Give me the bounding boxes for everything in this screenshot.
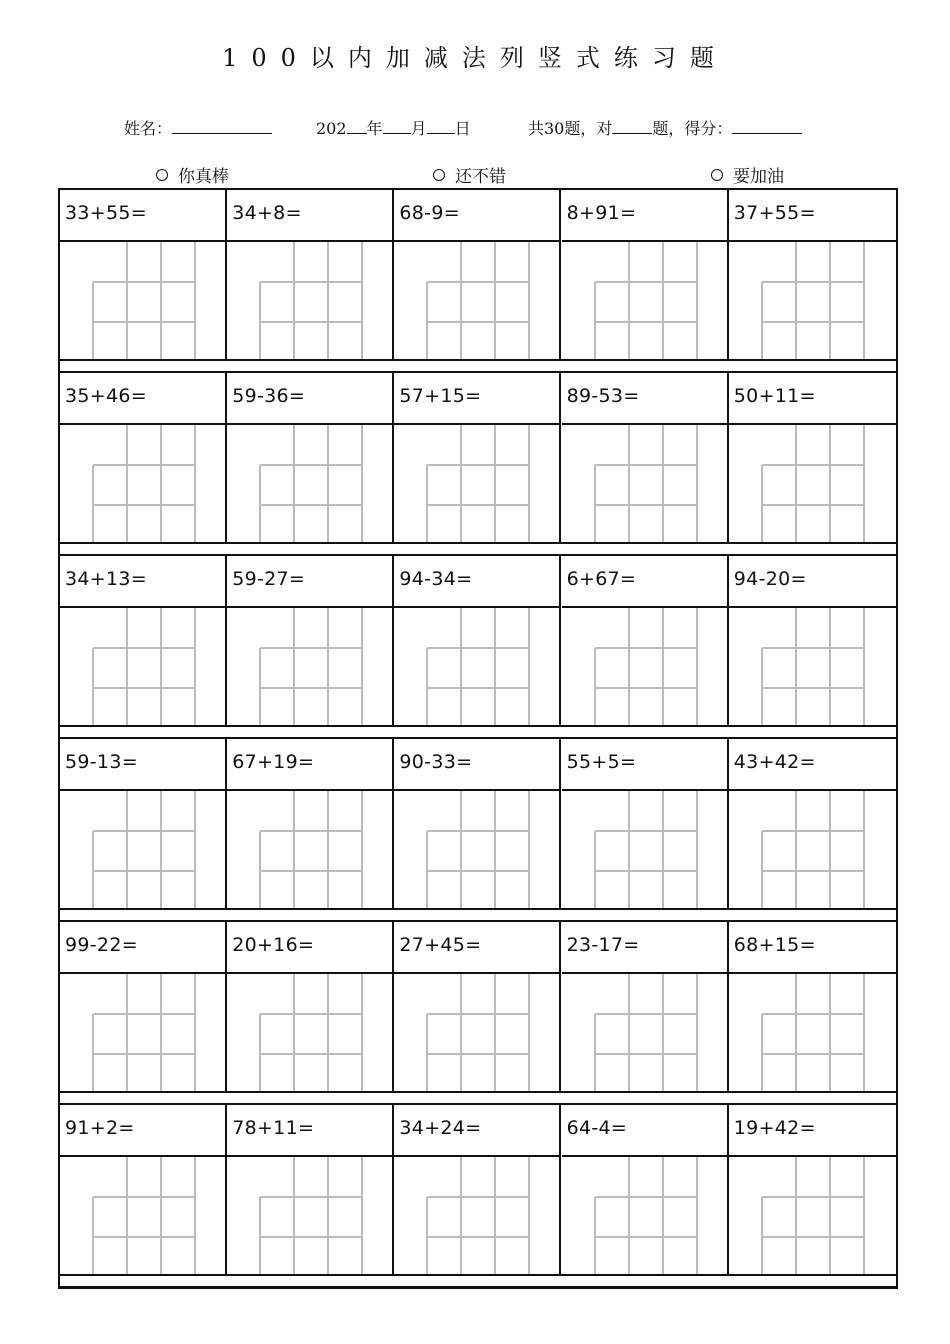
problem-equation: 8+91=	[566, 202, 637, 224]
problem-equation: 68+15=	[733, 934, 816, 956]
vertical-calc-grid	[394, 608, 559, 725]
vertical-calc-grid	[227, 242, 392, 359]
problem-cell	[394, 739, 561, 908]
vertical-calc-grid	[60, 791, 225, 908]
rating-label: 你真棒	[178, 167, 229, 187]
name-label: 姓名：	[124, 119, 173, 138]
year-label: 年	[366, 119, 383, 138]
work-area[interactable]	[227, 791, 392, 908]
vertical-calc-grid	[60, 425, 225, 542]
year-blank[interactable]	[347, 119, 367, 134]
vertical-calc-grid	[562, 608, 727, 725]
vertical-calc-grid	[227, 791, 392, 908]
vertical-calc-grid	[394, 791, 559, 908]
vertical-calc-grid	[394, 1157, 559, 1274]
page-title: 100以内加减法列竖式练习题	[222, 44, 728, 72]
problem-cell	[60, 922, 227, 1091]
vertical-calc-grid	[562, 791, 727, 908]
score-field	[528, 116, 802, 139]
problem-cell	[394, 922, 561, 1091]
row-separator	[60, 542, 896, 556]
problem-equation: 57+15=	[399, 385, 482, 407]
name-field	[124, 116, 272, 139]
vertical-calc-grid	[729, 974, 894, 1091]
month-blank[interactable]	[383, 119, 411, 134]
rating-option-3[interactable]	[711, 162, 784, 187]
year-prefix: 202	[316, 119, 347, 138]
problem-equation: 6+67=	[566, 568, 637, 590]
circle-icon	[711, 169, 723, 181]
problem-cell	[729, 1105, 896, 1274]
work-area[interactable]	[562, 425, 727, 542]
work-area[interactable]	[60, 608, 225, 725]
vertical-calc-grid	[562, 242, 727, 359]
vertical-calc-grid	[60, 608, 225, 725]
rating-option-1[interactable]	[156, 162, 229, 187]
problem-equation: 34+8=	[232, 202, 302, 224]
vertical-calc-grid	[394, 425, 559, 542]
work-area[interactable]	[227, 425, 392, 542]
vertical-calc-grid	[394, 974, 559, 1091]
problem-cell	[227, 922, 394, 1091]
problem-cell	[227, 190, 394, 359]
problem-equation: 59-36=	[232, 385, 306, 407]
work-area[interactable]	[394, 608, 559, 725]
work-area[interactable]	[227, 242, 392, 359]
vertical-calc-grid	[562, 425, 727, 542]
vertical-calc-grid	[60, 242, 225, 359]
problem-equation: 34+13=	[65, 568, 147, 590]
work-area[interactable]	[562, 791, 727, 908]
count-label: 题，得分：	[652, 119, 733, 138]
row-separator	[60, 725, 896, 739]
problem-cell	[60, 739, 227, 908]
vertical-calc-grid	[394, 242, 559, 359]
work-area[interactable]	[394, 242, 559, 359]
rating-label: 还不错	[455, 167, 506, 187]
problem-equation: 50+11=	[733, 385, 816, 407]
rating-label: 要加油	[733, 167, 784, 187]
vertical-calc-grid	[729, 791, 894, 908]
problem-equation: 90-33=	[399, 751, 473, 773]
problem-cell	[729, 190, 896, 359]
vertical-calc-grid	[729, 242, 894, 359]
work-area[interactable]	[562, 242, 727, 359]
work-area[interactable]	[729, 608, 896, 725]
problem-equation: 20+16=	[232, 934, 315, 956]
problem-cell	[394, 373, 561, 542]
problem-cell	[60, 373, 227, 542]
problem-equation: 89-53=	[566, 385, 640, 407]
vertical-calc-grid	[60, 1157, 225, 1274]
rating-option-2[interactable]	[433, 162, 506, 187]
problem-equation: 34+24=	[399, 1117, 482, 1139]
problem-cell	[227, 1105, 394, 1274]
problem-cell	[60, 190, 227, 359]
problem-equation: 99-22=	[65, 934, 138, 956]
work-area[interactable]	[562, 608, 727, 725]
total-label: 共30题，对	[528, 119, 613, 138]
problem-cell	[729, 556, 896, 725]
problem-cell	[562, 1105, 729, 1274]
work-area[interactable]	[60, 1157, 225, 1274]
name-blank[interactable]	[172, 119, 272, 134]
problem-equation: 43+42=	[733, 751, 816, 773]
work-area[interactable]	[729, 242, 896, 359]
problem-cell	[562, 373, 729, 542]
circle-icon	[433, 169, 445, 181]
vertical-calc-grid	[562, 974, 727, 1091]
problem-cell	[562, 556, 729, 725]
work-area[interactable]	[729, 1157, 896, 1274]
problem-equation: 33+55=	[65, 202, 147, 224]
problem-equation: 19+42=	[733, 1117, 816, 1139]
work-area[interactable]	[394, 1157, 559, 1274]
vertical-calc-grid	[729, 1157, 894, 1274]
problem-equation: 67+19=	[232, 751, 315, 773]
row-separator	[60, 1091, 896, 1105]
problem-cell	[394, 556, 561, 725]
work-area[interactable]	[729, 974, 896, 1091]
work-area[interactable]	[394, 791, 559, 908]
work-area[interactable]	[227, 608, 392, 725]
problem-cell	[562, 190, 729, 359]
work-area[interactable]	[562, 974, 727, 1091]
vertical-calc-grid	[227, 425, 392, 542]
problem-equation: 68-9=	[399, 202, 460, 224]
work-area[interactable]	[562, 1157, 727, 1274]
problem-cell	[562, 922, 729, 1091]
vertical-calc-grid	[227, 974, 392, 1091]
problem-grid	[58, 188, 898, 1289]
problem-cell	[60, 1105, 227, 1274]
work-area[interactable]	[729, 425, 896, 542]
vertical-calc-grid	[562, 1157, 727, 1274]
work-area[interactable]	[394, 974, 559, 1091]
problem-cell	[60, 556, 227, 725]
problem-cell	[227, 739, 394, 908]
problem-cell	[729, 739, 896, 908]
work-area[interactable]	[227, 1157, 392, 1274]
problem-cell	[729, 922, 896, 1091]
problem-cell	[227, 373, 394, 542]
work-area[interactable]	[60, 242, 225, 359]
work-area[interactable]	[227, 974, 392, 1091]
work-area[interactable]	[729, 791, 896, 908]
problem-cell	[562, 739, 729, 908]
row-separator	[60, 1274, 896, 1288]
problem-equation: 23-17=	[566, 934, 640, 956]
problem-equation: 64-4=	[566, 1117, 628, 1139]
row-separator	[60, 908, 896, 922]
correct-blank[interactable]	[612, 119, 652, 134]
problem-equation: 35+46=	[65, 385, 147, 407]
vertical-calc-grid	[227, 1157, 392, 1274]
problem-equation: 59-27=	[232, 568, 306, 590]
problem-equation: 59-13=	[65, 751, 138, 773]
vertical-calc-grid	[60, 974, 225, 1091]
vertical-calc-grid	[227, 608, 392, 725]
problem-cell	[227, 556, 394, 725]
problem-cell	[729, 373, 896, 542]
vertical-calc-grid	[729, 608, 894, 725]
work-area[interactable]	[60, 974, 225, 1091]
work-area[interactable]	[60, 425, 225, 542]
work-area[interactable]	[394, 425, 559, 542]
problem-equation: 37+55=	[733, 202, 816, 224]
problem-cell	[394, 190, 561, 359]
problem-cell	[394, 1105, 561, 1274]
vertical-calc-grid	[729, 425, 894, 542]
circle-icon	[156, 169, 168, 181]
day-blank[interactable]	[427, 119, 455, 134]
day-label: 日	[454, 119, 471, 138]
problem-equation: 91+2=	[65, 1117, 135, 1139]
work-area[interactable]	[60, 791, 225, 908]
month-label: 月	[410, 119, 427, 138]
row-separator	[60, 359, 896, 373]
problem-equation: 94-34=	[399, 568, 473, 590]
problem-equation: 78+11=	[232, 1117, 315, 1139]
problem-equation: 55+5=	[566, 751, 637, 773]
problem-equation: 94-20=	[733, 568, 807, 590]
date-field	[316, 116, 471, 139]
score-blank[interactable]	[732, 119, 802, 134]
problem-equation: 27+45=	[399, 934, 482, 956]
